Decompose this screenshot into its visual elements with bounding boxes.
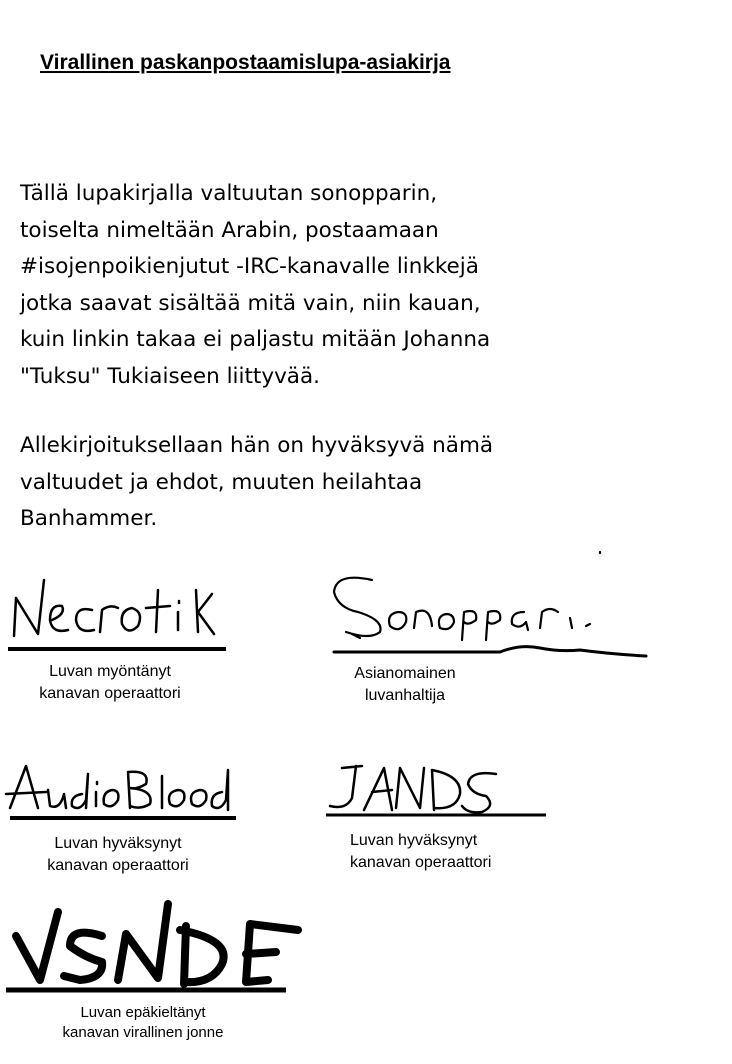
document-title: Virallinen paskanpostaamislupa-asiakirja <box>40 51 451 74</box>
caption-line: Luvan epäkieltänyt <box>80 1004 206 1021</box>
paragraph-line: jotka saavat sisältää mitä vain, niin kauan, <box>20 290 481 316</box>
caption-line: kanavan operaattori <box>47 857 189 874</box>
paragraph-line: valtuudet ja ehdot, muuten heilahtaa <box>20 469 423 495</box>
caption-line: Luvan myöntänyt <box>49 663 171 680</box>
caption-line: Luvan hyväksynyt <box>350 832 478 849</box>
caption-line: Luvan hyväksynyt <box>54 835 182 852</box>
paragraph-line: "Tuksu" Tukiaiseen liittyvää. <box>20 363 320 389</box>
paragraph-line: Tällä lupakirjalla valtuutan sonopparin, <box>20 181 438 206</box>
paragraph-line: Banhammer. <box>20 506 158 531</box>
caption-line: kanavan operaattori <box>350 854 492 871</box>
caption-line: kanavan operaattori <box>39 685 181 702</box>
paragraph-line: toiselta nimeltään Arabin, postaamaan <box>20 217 439 243</box>
paragraph-line: Allekirjoituksellaan hän on hyväksyvä nämä <box>20 433 494 458</box>
caption-line: luvanhaltija <box>364 687 446 704</box>
caption-vsnde <box>48 1003 238 1043</box>
paragraph-line: #isojenpoikienjutut -IRC-kanavalle linkkejä <box>20 254 479 279</box>
paragraph-line: kuin linkin takaa ei paljastu mitään Johanna <box>20 327 491 352</box>
caption-line: kanavan virallinen jonne <box>62 1024 224 1041</box>
caption-line: Asianomainen <box>354 665 456 682</box>
